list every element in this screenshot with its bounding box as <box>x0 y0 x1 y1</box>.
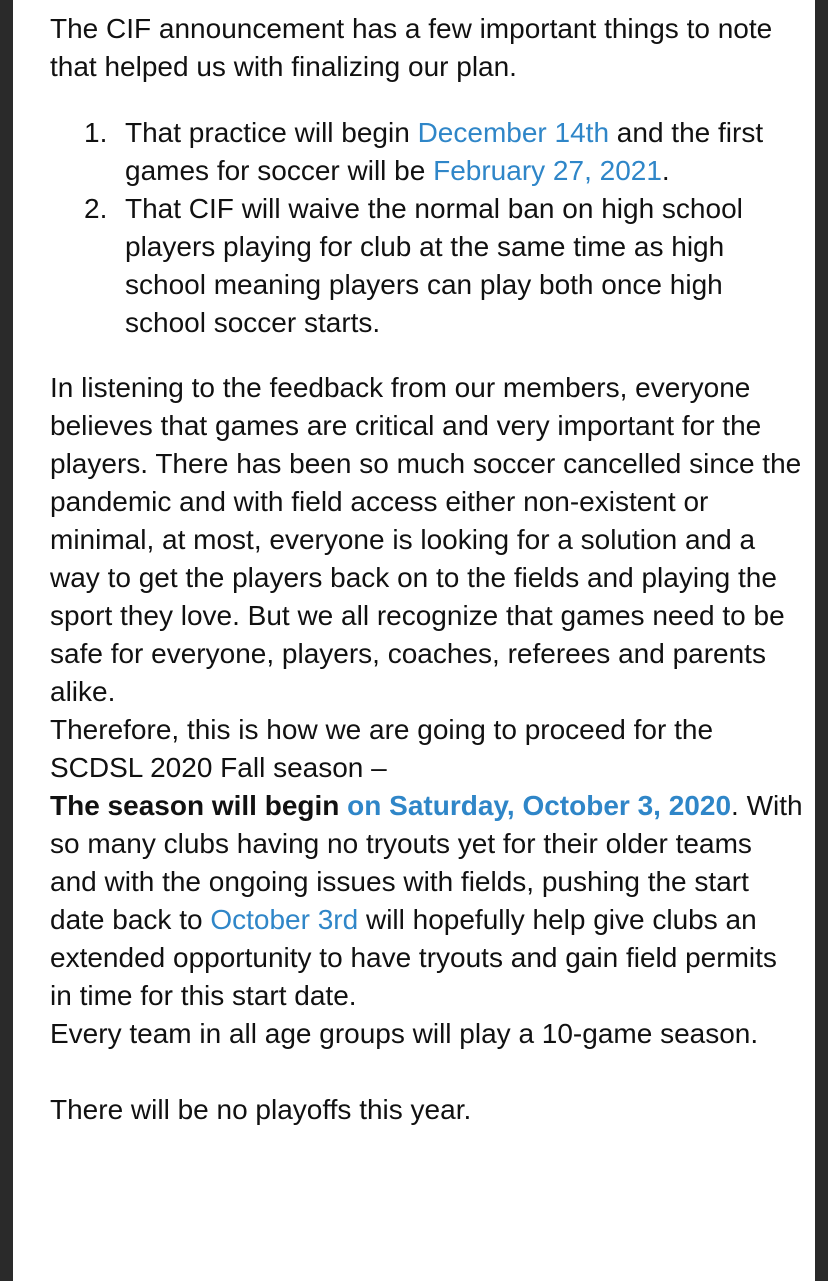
season-start-text: . With so many clubs having no tryouts yet for their older teams and with the ongoing issues with fields, pushing the start date back to <box>50 790 803 935</box>
first-games-date-link[interactable]: February 27, 2021 <box>433 155 662 186</box>
season-start-text: will hopefully help give clubs an extended opportunity to have tryouts and gain field permits in time for this start date. <box>50 904 777 1011</box>
list-item-text: and the first games for soccer will be <box>125 117 764 186</box>
list-number: 1. <box>84 117 108 148</box>
list-number: 2. <box>84 193 108 224</box>
list-item <box>50 114 805 190</box>
season-start-paragraph <box>50 787 805 1015</box>
intro-paragraph: The CIF announcement has a few important things to note that helped us with finalizing our plan. <box>50 13 773 82</box>
list-item-text: That CIF will waive the normal ban on high school players playing for club at the same time as high school meaning players can play both once high school soccer starts. <box>125 193 743 338</box>
list-item <box>50 190 805 342</box>
list-item-text: That practice will begin <box>125 117 418 148</box>
feedback-paragraph: In listening to the feedback from our members, everyone believes that games are critical and very important for the players. There has been so much soccer cancelled since the pandemic and with field access either non-existent or minimal, at most, everyone is looking for a solution and a way to get the players back on to the fields and playing the sport they love. But we all recognize that games need to be safe for everyone, players, coaches, referees and parents alike. <box>50 372 802 707</box>
proceed-line: Therefore, this is how we are going to proceed for the SCDSL 2020 Fall season – <box>50 714 714 783</box>
season-start-date-link[interactable]: on Saturday, October 3, 2020 <box>347 790 732 821</box>
cif-points-list <box>50 114 805 342</box>
practice-date-link[interactable]: December 14th <box>417 117 610 148</box>
list-item-text: . <box>661 155 670 186</box>
season-start-heading: The season will begin <box>50 790 348 821</box>
announcement-body <box>50 10 805 1129</box>
document-page <box>13 0 815 1281</box>
no-playoffs-line: There will be no playoffs this year. <box>50 1094 472 1125</box>
ten-game-line: Every team in all age groups will play a 10-game season. <box>50 1018 759 1049</box>
october-3rd-link[interactable]: October 3rd <box>210 904 359 935</box>
